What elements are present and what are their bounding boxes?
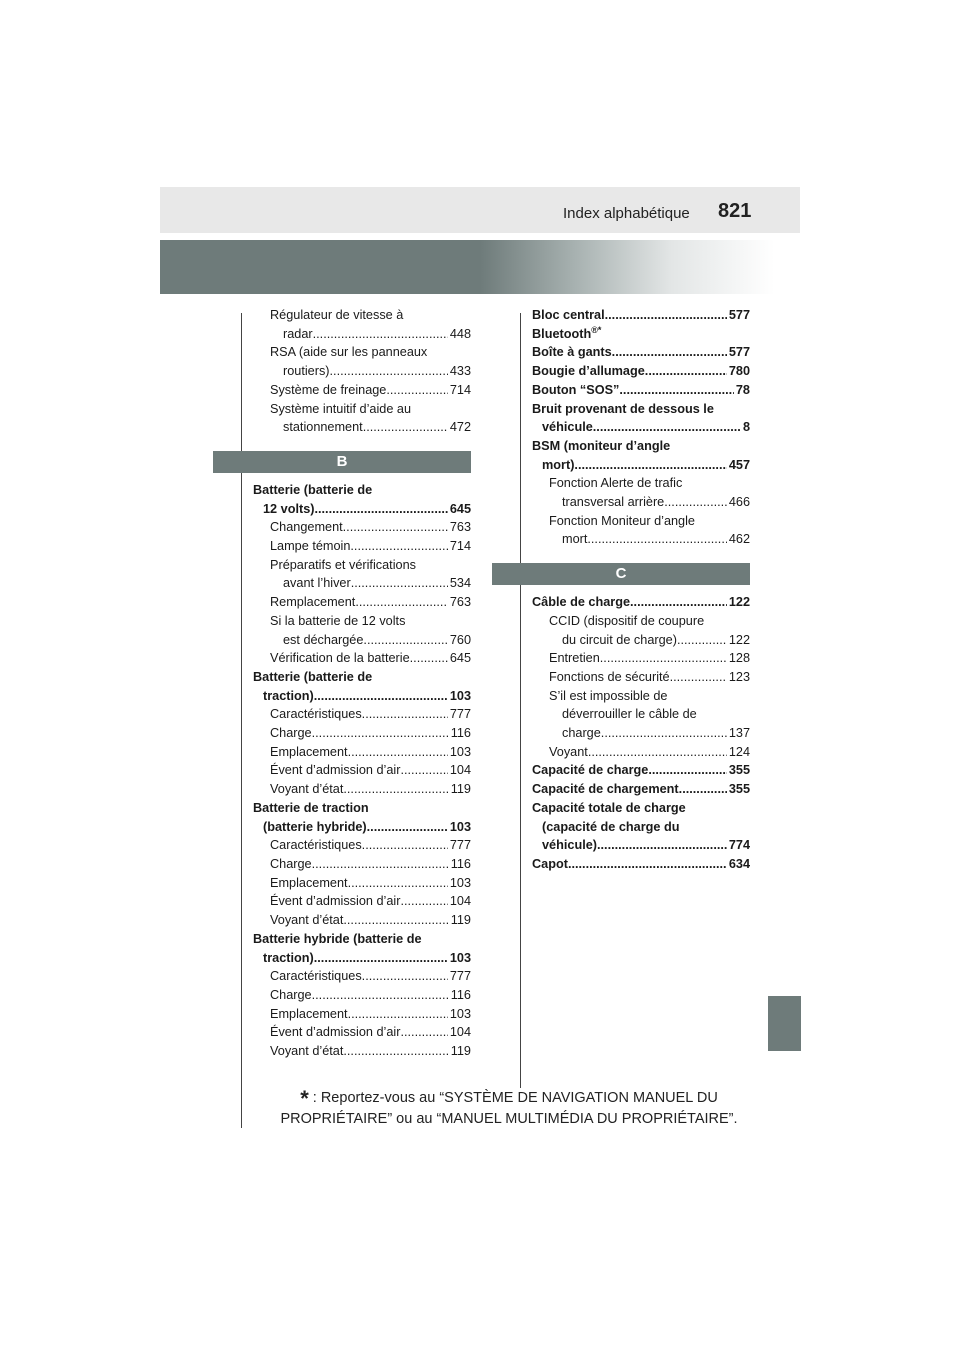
entry-text: radar bbox=[283, 326, 313, 341]
entry-page: 103 bbox=[449, 875, 471, 890]
entry-page: 119 bbox=[450, 913, 471, 928]
entry-page: 128 bbox=[728, 651, 750, 666]
left-top-entries bbox=[253, 306, 471, 437]
index-entry bbox=[253, 1005, 471, 1024]
leader-dots bbox=[400, 1023, 447, 1042]
entry-text: charge bbox=[562, 726, 601, 741]
index-entry-line bbox=[532, 743, 750, 762]
index-entry bbox=[532, 649, 750, 668]
leader-dots bbox=[679, 780, 727, 799]
leader-dots bbox=[313, 325, 448, 344]
entry-text: Capot bbox=[532, 856, 568, 871]
index-entry-line bbox=[253, 855, 471, 874]
entry-page: 8 bbox=[742, 420, 750, 435]
entry-page: 116 bbox=[450, 987, 471, 1002]
leader-dots bbox=[605, 306, 727, 325]
index-entry bbox=[253, 381, 471, 400]
entry-text: Capacité de charge bbox=[532, 763, 649, 778]
entry-text: Charge bbox=[270, 726, 312, 741]
decorative-banner bbox=[160, 240, 800, 294]
index-entry-line: CCID (dispositif de coupure bbox=[549, 613, 705, 628]
index-entry bbox=[253, 306, 471, 343]
leader-dots bbox=[664, 493, 727, 512]
index-entry bbox=[532, 437, 750, 474]
entry-text: véhicule) bbox=[542, 838, 597, 853]
leader-dots bbox=[400, 892, 447, 911]
index-entry bbox=[253, 724, 471, 743]
leader-dots bbox=[343, 911, 448, 930]
leader-dots bbox=[343, 518, 448, 537]
index-entry-line bbox=[253, 874, 471, 893]
index-entry-line bbox=[253, 574, 471, 593]
index-entry-line bbox=[253, 949, 471, 968]
right-column bbox=[532, 306, 750, 874]
index-entry-line: Fonction Alerte de trafic bbox=[549, 476, 683, 491]
index-entry bbox=[532, 343, 750, 362]
entry-page: 534 bbox=[449, 576, 471, 591]
leader-dots bbox=[330, 362, 448, 381]
chapter-tab bbox=[768, 996, 801, 1051]
entry-text: Emplacement bbox=[270, 1006, 348, 1021]
leader-dots bbox=[574, 456, 726, 475]
leader-dots bbox=[314, 949, 448, 968]
entry-text: véhicule bbox=[542, 420, 593, 435]
index-entry bbox=[253, 593, 471, 612]
entry-text: transversal arrière bbox=[562, 495, 665, 510]
index-entry-line bbox=[532, 761, 750, 780]
index-entry-line bbox=[532, 418, 750, 437]
index-entry-line bbox=[253, 761, 471, 780]
index-entry-line: Système intuitif d’aide au bbox=[270, 401, 412, 416]
leader-dots bbox=[386, 381, 447, 400]
index-entry-line bbox=[253, 325, 471, 344]
index-entry bbox=[253, 668, 471, 705]
index-entry bbox=[532, 512, 750, 549]
letter-b-header: B bbox=[213, 451, 471, 473]
leader-dots bbox=[314, 500, 447, 519]
index-entry-line bbox=[532, 530, 750, 549]
entry-page: 355 bbox=[728, 763, 750, 778]
index-entry-line bbox=[532, 343, 750, 362]
index-entry bbox=[532, 668, 750, 687]
entry-page: 645 bbox=[449, 651, 471, 666]
section-title: Index alphabétique bbox=[563, 205, 690, 222]
header-bar bbox=[160, 187, 800, 233]
entry-text: Système de freinage bbox=[270, 382, 387, 397]
entry-text: Changement bbox=[270, 520, 343, 535]
index-entry-line: Bruit provenant de dessous le bbox=[532, 401, 714, 416]
right-main-entries bbox=[532, 593, 750, 874]
index-entry-line bbox=[253, 537, 471, 556]
index-entry bbox=[532, 687, 750, 743]
index-entry bbox=[253, 1023, 471, 1042]
index-entry-line bbox=[253, 780, 471, 799]
index-entry-line: Batterie (batterie de bbox=[253, 482, 373, 497]
entry-page: 777 bbox=[449, 969, 471, 984]
leader-dots bbox=[350, 537, 447, 556]
index-entry-line: Capacité totale de charge bbox=[532, 800, 686, 815]
index-entry-line bbox=[253, 892, 471, 911]
index-entry bbox=[253, 556, 471, 593]
letter-c-header: C bbox=[492, 563, 750, 585]
index-entry bbox=[253, 481, 471, 518]
index-entry-line bbox=[253, 381, 471, 400]
leader-dots bbox=[670, 668, 727, 687]
index-entry bbox=[253, 967, 471, 986]
index-entry-line bbox=[253, 518, 471, 537]
index-entry-line bbox=[532, 724, 750, 743]
entry-text: Capacité de chargement bbox=[532, 782, 679, 797]
index-entry-line bbox=[253, 631, 471, 650]
entry-text: du circuit de charge) bbox=[562, 632, 677, 647]
entry-page: 645 bbox=[449, 501, 471, 516]
index-entry-line bbox=[253, 836, 471, 855]
index-entry-line bbox=[532, 306, 750, 325]
index-entry-line bbox=[532, 456, 750, 475]
index-entry bbox=[532, 855, 750, 874]
index-entry-line: RSA (aide sur les panneaux bbox=[270, 345, 428, 360]
index-entry-line: Si la batterie de 12 volts bbox=[270, 613, 406, 628]
entry-page: 119 bbox=[450, 1044, 471, 1059]
index-entry bbox=[532, 612, 750, 649]
entry-page: 122 bbox=[728, 632, 750, 647]
index-entry bbox=[253, 836, 471, 855]
index-entry bbox=[253, 911, 471, 930]
leader-dots bbox=[367, 818, 448, 837]
leader-dots bbox=[312, 724, 449, 743]
entry-page: 116 bbox=[450, 856, 471, 871]
entry-page: 714 bbox=[449, 382, 471, 397]
entry-page: 714 bbox=[449, 539, 471, 554]
entry-text: Bouton “SOS” bbox=[532, 382, 620, 397]
leader-dots bbox=[343, 1042, 448, 1061]
entry-page: 763 bbox=[449, 520, 471, 535]
entry-text: Vérification de la batterie bbox=[270, 651, 410, 666]
column-divider-line bbox=[520, 313, 521, 1088]
index-entry-line bbox=[253, 1005, 471, 1024]
entry-text: Bloc central bbox=[532, 308, 605, 322]
index-entry bbox=[253, 705, 471, 724]
entry-text: Fonctions de sécurité bbox=[549, 669, 670, 684]
leader-dots bbox=[343, 780, 448, 799]
entry-text: Voyant d’état bbox=[270, 1044, 344, 1059]
index-entry bbox=[253, 986, 471, 1005]
index-entry bbox=[532, 362, 750, 381]
index-entry bbox=[253, 874, 471, 893]
entry-text: Voyant d’état bbox=[270, 782, 344, 797]
index-entry-line bbox=[253, 986, 471, 1005]
index-entry bbox=[532, 474, 750, 511]
leader-dots bbox=[348, 1005, 448, 1024]
index-entry bbox=[253, 892, 471, 911]
entry-page: 103 bbox=[449, 1006, 471, 1021]
leader-dots bbox=[355, 593, 448, 612]
entry-page: 123 bbox=[728, 669, 750, 684]
leader-dots bbox=[677, 631, 727, 650]
index-entry-line: Batterie hybride (batterie de bbox=[253, 931, 422, 946]
entry-page: 777 bbox=[449, 707, 471, 722]
leader-dots bbox=[314, 687, 448, 706]
entry-page: 457 bbox=[728, 457, 750, 472]
index-entry-line: BSM (moniteur d’angle bbox=[532, 438, 671, 453]
entry-page: 577 bbox=[728, 308, 750, 322]
entry-page: 472 bbox=[449, 420, 471, 435]
index-entry-line bbox=[253, 911, 471, 930]
index-entry bbox=[253, 930, 471, 967]
index-entry bbox=[253, 400, 471, 437]
index-entry-line bbox=[532, 780, 750, 799]
index-entry-line bbox=[532, 668, 750, 687]
index-entry bbox=[253, 649, 471, 668]
entry-page: 462 bbox=[728, 532, 750, 547]
entry-text: traction) bbox=[263, 688, 314, 703]
index-entry bbox=[253, 799, 471, 836]
index-entry-line bbox=[253, 687, 471, 706]
index-entry-line bbox=[532, 325, 750, 344]
leader-dots bbox=[597, 836, 727, 855]
entry-text: Caractéristiques bbox=[270, 838, 362, 853]
entry-page: 104 bbox=[449, 894, 471, 909]
entry-text: Évent d’admission d’air bbox=[270, 894, 401, 909]
entry-page: 124 bbox=[728, 744, 750, 759]
index-entry-line: Régulateur de vitesse à bbox=[270, 308, 404, 322]
index-entry bbox=[253, 780, 471, 799]
index-entry-line bbox=[253, 362, 471, 381]
leader-dots bbox=[400, 761, 447, 780]
entry-page: 433 bbox=[449, 364, 471, 379]
index-entry-line bbox=[253, 593, 471, 612]
entry-page: 774 bbox=[728, 838, 750, 853]
footnote-star: * bbox=[300, 1086, 309, 1111]
index-entry bbox=[532, 381, 750, 400]
entry-page: 119 bbox=[450, 782, 471, 797]
leader-dots bbox=[351, 574, 448, 593]
left-column bbox=[253, 306, 471, 1061]
entry-text: Charge bbox=[270, 856, 312, 871]
leader-dots bbox=[410, 649, 448, 668]
entry-text: (batterie hybride) bbox=[263, 819, 367, 834]
entry-page: 777 bbox=[449, 838, 471, 853]
leader-dots bbox=[588, 743, 727, 762]
index-entry bbox=[532, 743, 750, 762]
leader-dots bbox=[363, 631, 447, 650]
entry-text: 12 volts) bbox=[263, 501, 315, 516]
entry-page: 577 bbox=[728, 345, 750, 360]
entry-text: stationnement bbox=[283, 420, 363, 435]
leader-dots bbox=[645, 362, 727, 381]
entry-text: routiers) bbox=[283, 364, 330, 379]
entry-page: 780 bbox=[728, 364, 750, 379]
leader-dots bbox=[612, 343, 727, 362]
index-entry bbox=[532, 593, 750, 612]
index-entry-line bbox=[532, 631, 750, 650]
index-entry-line bbox=[532, 836, 750, 855]
entry-page: 760 bbox=[449, 632, 471, 647]
leader-dots bbox=[601, 724, 727, 743]
leader-dots bbox=[348, 874, 448, 893]
entry-text: Voyant bbox=[549, 744, 588, 759]
footnote-text: : Reportez-vous au “SYSTÈME DE NAVIGATION MANUEL DU PROPRIÉTAIRE” ou au “MANUEL MULTIMÉDIA DU PROPRIÉTAIRE”. bbox=[280, 1090, 738, 1127]
index-entry-line: Batterie de traction bbox=[253, 800, 369, 815]
leader-dots bbox=[568, 855, 727, 874]
index-entry-line bbox=[253, 500, 471, 519]
index-entry-line bbox=[532, 381, 750, 400]
index-entry bbox=[532, 780, 750, 799]
entry-text: Boîte à gants bbox=[532, 345, 612, 360]
entry-page: 355 bbox=[728, 782, 750, 797]
leader-dots bbox=[600, 649, 727, 668]
entry-page: 634 bbox=[728, 856, 750, 871]
entry-page: 78 bbox=[735, 382, 750, 397]
index-entry-continuation: (capacité de charge du bbox=[542, 819, 680, 834]
index-entry bbox=[532, 799, 750, 855]
entry-text: Caractéristiques bbox=[270, 707, 362, 722]
index-entry-line bbox=[532, 855, 750, 874]
index-entry bbox=[253, 537, 471, 556]
index-entry bbox=[532, 306, 750, 325]
entry-text: Bougie d’allumage bbox=[532, 364, 645, 379]
index-entry-line bbox=[532, 362, 750, 381]
entry-page: 763 bbox=[449, 595, 471, 610]
footnote bbox=[268, 1088, 750, 1129]
leader-dots bbox=[648, 761, 726, 780]
entry-text: Lampe témoin bbox=[270, 539, 351, 554]
entry-text: Remplacement bbox=[270, 595, 356, 610]
entry-text: traction) bbox=[263, 950, 314, 965]
entry-text: Emplacement bbox=[270, 744, 348, 759]
left-margin-line bbox=[241, 313, 242, 1128]
leader-dots bbox=[362, 705, 448, 724]
entry-text: Emplacement bbox=[270, 875, 348, 890]
entry-page: 137 bbox=[728, 726, 750, 741]
right-top-entries bbox=[532, 306, 750, 549]
index-entry-line: Préparatifs et vérifications bbox=[270, 557, 416, 572]
entry-page: 103 bbox=[449, 819, 471, 834]
entry-text: mort) bbox=[542, 457, 575, 472]
leader-dots bbox=[362, 967, 448, 986]
entry-text: avant l’hiver bbox=[283, 576, 351, 591]
index-entry bbox=[532, 761, 750, 780]
entry-page: 103 bbox=[449, 688, 471, 703]
index-entry-line bbox=[253, 1042, 471, 1061]
index-entry-line: Batterie (batterie de bbox=[253, 669, 373, 684]
entry-text: Évent d’admission d’air bbox=[270, 1025, 401, 1040]
leader-dots bbox=[619, 381, 733, 400]
leader-dots bbox=[630, 593, 727, 612]
entry-page: 122 bbox=[728, 595, 750, 610]
index-entry-line bbox=[253, 967, 471, 986]
index-entry-line bbox=[253, 649, 471, 668]
index-entry-line bbox=[532, 593, 750, 612]
index-entry-line bbox=[253, 1023, 471, 1042]
entry-text: mort bbox=[562, 532, 588, 547]
entry-page: 104 bbox=[449, 1025, 471, 1040]
left-main-entries bbox=[253, 481, 471, 1061]
entry-page: 448 bbox=[449, 326, 471, 341]
entry-text: Voyant d’état bbox=[270, 913, 344, 928]
index-entry bbox=[253, 855, 471, 874]
index-entry-line: S’il est impossible de bbox=[549, 688, 668, 703]
index-entry-line bbox=[253, 743, 471, 762]
index-entry bbox=[253, 743, 471, 762]
entry-text: Bluetooth bbox=[532, 326, 592, 341]
entry-text: Entretien bbox=[549, 651, 600, 666]
entry-page: 103 bbox=[449, 950, 471, 965]
leader-dots bbox=[312, 855, 449, 874]
leader-dots bbox=[587, 530, 726, 549]
index-entry-line bbox=[253, 418, 471, 437]
superscript-mark: ®* bbox=[591, 324, 602, 335]
entry-page: 466 bbox=[728, 495, 750, 510]
page-number: 821 bbox=[718, 200, 752, 222]
index-entry-line bbox=[253, 724, 471, 743]
index-entry bbox=[253, 761, 471, 780]
entry-page: 104 bbox=[449, 763, 471, 778]
entry-page: 103 bbox=[449, 744, 471, 759]
entry-text: Charge bbox=[270, 987, 312, 1002]
leader-dots bbox=[362, 836, 448, 855]
entry-text: est déchargée bbox=[283, 632, 364, 647]
index-entry-line bbox=[532, 649, 750, 668]
index-entry bbox=[253, 612, 471, 649]
index-entry-line bbox=[532, 493, 750, 512]
index-entry bbox=[253, 1042, 471, 1061]
leader-dots bbox=[348, 743, 448, 762]
index-entry-line bbox=[253, 818, 471, 837]
index-entry bbox=[253, 518, 471, 537]
index-entry bbox=[253, 343, 471, 380]
index-entry bbox=[532, 400, 750, 437]
index-entry bbox=[532, 325, 750, 344]
index-entry-line: Fonction Moniteur d’angle bbox=[549, 513, 695, 528]
leader-dots bbox=[363, 418, 448, 437]
entry-text: Évent d’admission d’air bbox=[270, 763, 401, 778]
leader-dots bbox=[312, 986, 449, 1005]
entry-page: 116 bbox=[450, 726, 471, 741]
index-entry-line bbox=[253, 705, 471, 724]
leader-dots bbox=[593, 418, 741, 437]
entry-text: Caractéristiques bbox=[270, 969, 362, 984]
entry-text: Câble de charge bbox=[532, 595, 631, 610]
index-entry-continuation: déverrouiller le câble de bbox=[562, 707, 697, 722]
